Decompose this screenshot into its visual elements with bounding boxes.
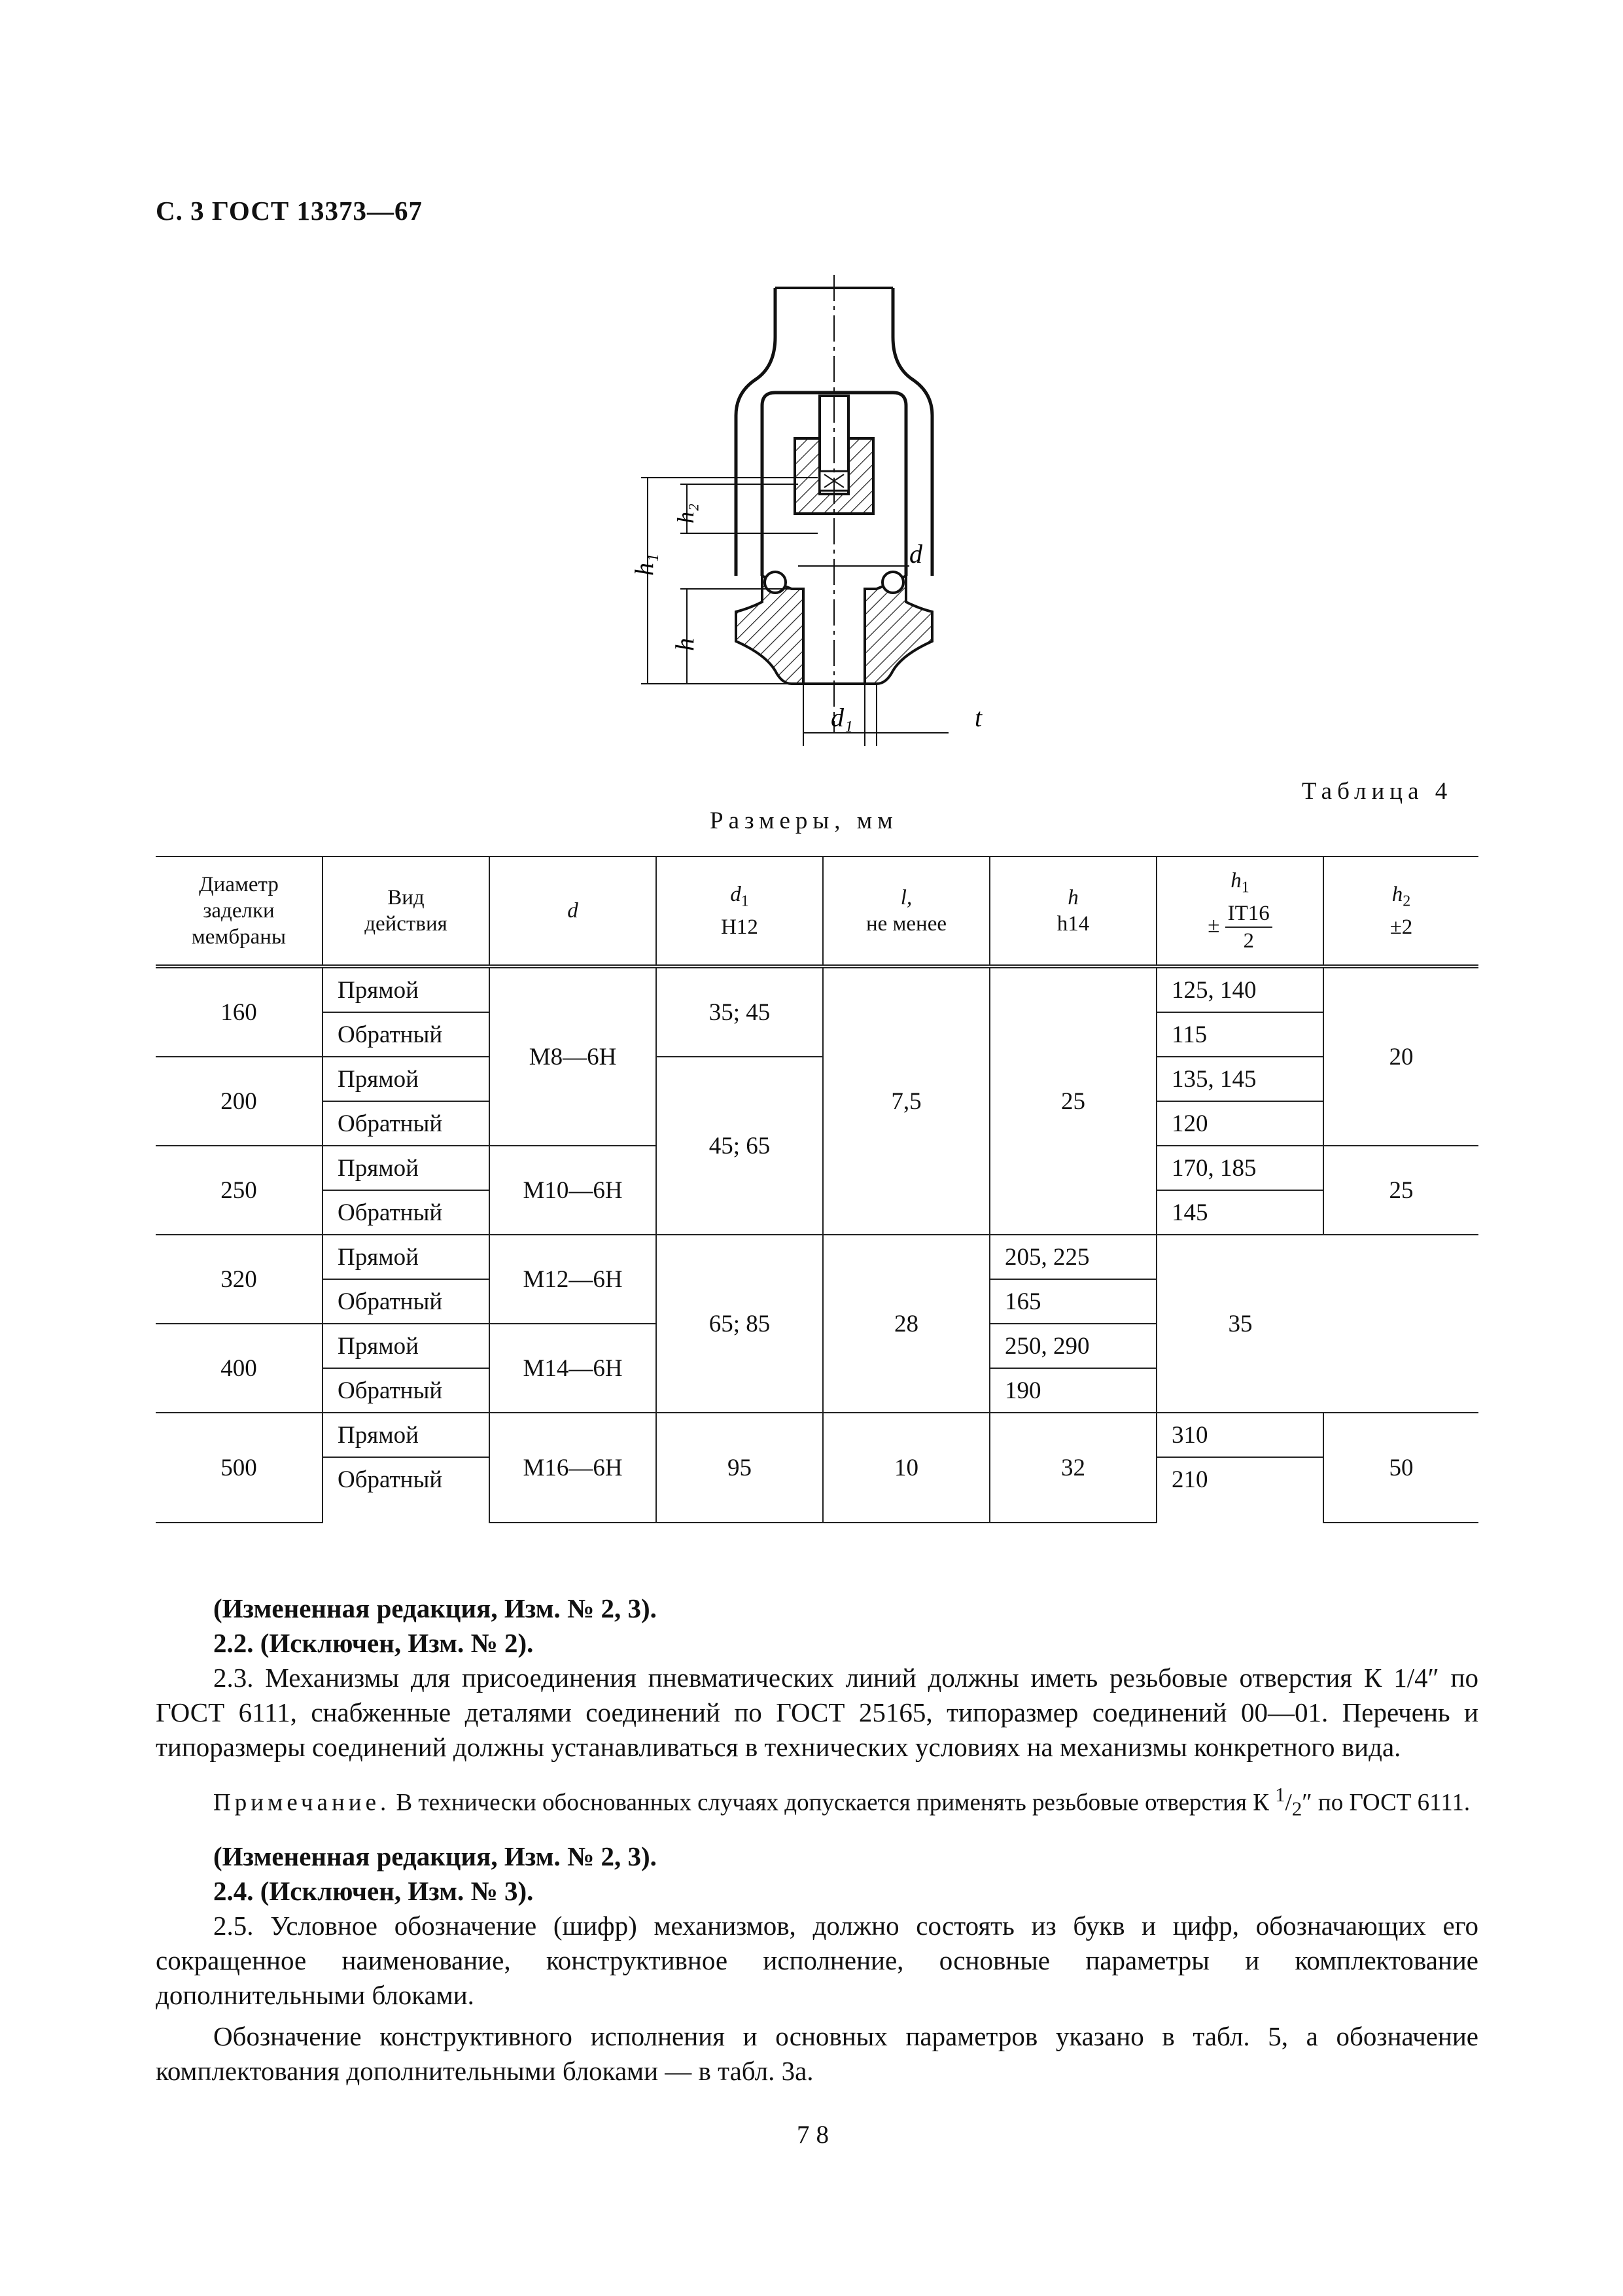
cell-kind: Прямой: [323, 1146, 489, 1190]
cell-d: M14—6H: [489, 1324, 656, 1413]
cell-h2: 25: [1323, 1146, 1478, 1235]
cell-kind: Прямой: [323, 1057, 489, 1101]
table-units: Размеры, мм: [710, 807, 898, 834]
dimensions-table: [156, 856, 1478, 1523]
cell-diameter: 320: [156, 1235, 323, 1324]
cell-h: 32: [990, 1413, 1157, 1523]
clause-2-3: 2.3. Механизмы для присоединения пневматических линий должны иметь резьбовые отверстия К 1/4″ по ГОСТ 6111, снабженные деталями соединений по ГОСТ 25165, типоразмер соединений 00—01. Перечень и типоразмеры соединений должны устанавливаться в технических условиях на механизмы конкретного вида.: [156, 1663, 1478, 1762]
header-h: h h14: [990, 857, 1157, 966]
cell-h2: 50: [1323, 1413, 1478, 1523]
cell-kind: Прямой: [323, 1413, 489, 1457]
table-caption: Таблица 4: [1302, 778, 1453, 805]
table-row: [156, 1235, 1478, 1279]
cell-d1: 95: [656, 1413, 823, 1523]
page-header: С. 3 ГОСТ 13373—67: [156, 196, 423, 226]
cell-kind: Обратный: [323, 1279, 489, 1324]
clause-2-5: 2.5. Условное обозначение (шифр) механизмов, должно состоять из букв и цифр, обозначающих его сокращенное наименование, конструктивное исполнение, основные параметры и комплектование дополнительными блоками.: [156, 1910, 1478, 2010]
header-l: l, не менее: [823, 857, 990, 966]
cell-d1: 45; 65: [656, 1057, 823, 1235]
clause-2-5-b: Обозначение конструктивного исполнения и основных параметров указано в табл. 5, а обозначение комплектования дополнительными блоками — в табл. 3а.: [156, 2021, 1478, 2086]
cell-d1: 65; 85: [656, 1235, 823, 1413]
cell-h1: 165: [990, 1279, 1157, 1324]
cell-h: 25: [990, 966, 1157, 1235]
cell-h1: 170, 185: [1157, 1146, 1323, 1190]
label-h2: h₂: [672, 503, 699, 523]
label-d1: d₁: [831, 703, 853, 732]
cell-kind: Прямой: [323, 1235, 489, 1279]
cell-l: 7,5: [823, 966, 990, 1235]
label-t: t: [975, 703, 983, 732]
cell-h1: 190: [990, 1368, 1157, 1413]
cell-d1: 35; 45: [656, 966, 823, 1057]
header-h1: $h_1$ ± $\frac{IT16}{2}$: [1157, 857, 1323, 966]
clause-2-2: 2.2. (Исключен, Изм. № 2).: [213, 1628, 534, 1658]
cell-h1: 115: [1157, 1012, 1323, 1057]
amendment-note-2: (Измененная редакция, Изм. № 2, 3).: [213, 1841, 657, 1871]
cell-kind: Прямой: [323, 966, 489, 1012]
header-h2: $h_2$ ±2: [1323, 857, 1478, 966]
header-d1: $d_1$ H12: [656, 857, 823, 966]
cell-h: 28: [823, 1235, 990, 1413]
label-h1: h₁: [629, 554, 659, 576]
clause-2-4: 2.4. (Исключен, Изм. № 3).: [213, 1875, 534, 1906]
cell-diameter: 200: [156, 1057, 323, 1146]
label-h: h: [670, 638, 699, 651]
amendment-note: (Измененная редакция, Изм. № 2, 3).: [213, 1593, 657, 1623]
cell-h2: 35: [1157, 1235, 1323, 1413]
cell-kind: Обратный: [323, 1012, 489, 1057]
note: Примечание. В технически обоснованных случаях допускается применять резьбовые отверстия К $^1/_2''$ по ГОСТ 6111.: [213, 1784, 1471, 1820]
cell-kind: Обратный: [323, 1368, 489, 1413]
body-text: [156, 1591, 1478, 2089]
header-d: d: [489, 857, 656, 966]
cell-kind: Прямой: [323, 1324, 489, 1368]
cell-diameter: 250: [156, 1146, 323, 1235]
cell-diameter: 160: [156, 966, 323, 1057]
header-kind: Вид действия: [323, 857, 489, 966]
cell-h1: 310: [1157, 1413, 1323, 1457]
page-number: 78: [797, 2121, 835, 2149]
cell-d: M10—6H: [489, 1146, 656, 1235]
cell-kind: Обратный: [323, 1457, 489, 1523]
cell-h1: 125, 140: [1157, 966, 1323, 1012]
cell-h1: 135, 145: [1157, 1057, 1323, 1101]
cell-kind: Обратный: [323, 1101, 489, 1146]
table-header-row: [156, 857, 1478, 966]
membrane-mount-drawing: [621, 275, 1047, 759]
cell-h1: 145: [1157, 1190, 1323, 1235]
header-diameter: Диаметр заделки мембраны: [156, 857, 323, 966]
cell-d: M12—6H: [489, 1235, 656, 1324]
cell-h1: 210: [1157, 1457, 1323, 1523]
table-row: [156, 1413, 1478, 1457]
cell-h1: 205, 225: [990, 1235, 1157, 1279]
table-row: [156, 1057, 1478, 1101]
cell-l: 10: [823, 1413, 990, 1523]
cell-diameter: 500: [156, 1413, 323, 1523]
cell-h1: 120: [1157, 1101, 1323, 1146]
cell-h1: 250, 290: [990, 1324, 1157, 1368]
note-label: Примечание.: [213, 1789, 391, 1816]
cell-kind: Обратный: [323, 1190, 489, 1235]
table-row: [156, 966, 1478, 1012]
cell-d: M16—6H: [489, 1413, 656, 1523]
label-d: d: [909, 539, 922, 569]
note-text: В технически обоснованных случаях допускается применять резьбовые отверстия К: [390, 1789, 1276, 1816]
cell-diameter: 400: [156, 1324, 323, 1413]
cell-h2: 20: [1323, 966, 1478, 1146]
cell-d: M8—6H: [489, 966, 656, 1146]
